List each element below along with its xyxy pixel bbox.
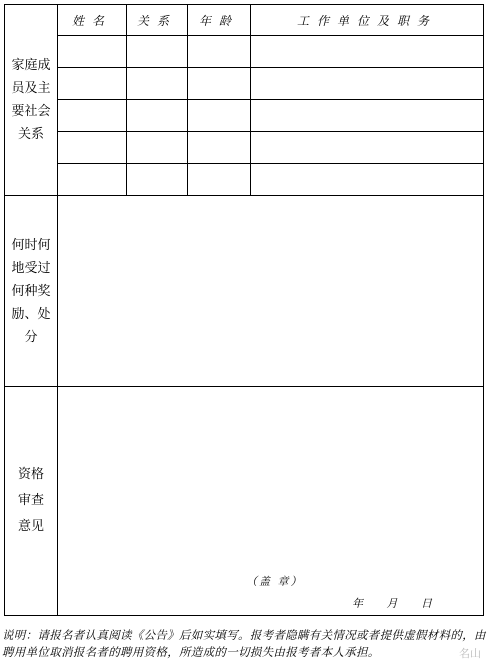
form-note: 说明：请报名者认真阅读《公告》后如实填写。报考者隐瞒有关情况或者提供虚假材料的，由聘用单位取消报名者的聘用资格，所造成的一切损失由报考者本人承担。 — [2, 628, 486, 659]
family-age-cell[interactable] — [188, 164, 251, 196]
family-name-cell[interactable] — [58, 132, 127, 164]
family-relation-cell[interactable] — [127, 132, 188, 164]
header-age: 年龄 — [188, 5, 251, 36]
family-name-cell[interactable] — [58, 100, 127, 132]
header-work-unit: 工作单位及职务 — [251, 5, 484, 36]
review-content-cell[interactable] — [58, 387, 484, 616]
review-section-label — [5, 387, 58, 616]
family-age-cell[interactable] — [188, 68, 251, 100]
seal-text: （盖 章） — [246, 575, 304, 588]
family-work-cell[interactable] — [251, 36, 484, 68]
header-relation: 关系 — [127, 5, 188, 36]
family-member-row — [5, 36, 484, 68]
family-section-label-text: 家庭成 员及主 要社会 关系 — [11, 58, 51, 142]
family-relation-cell[interactable] — [127, 36, 188, 68]
family-member-row — [5, 68, 484, 100]
awards-section-label — [5, 196, 58, 387]
family-member-row — [5, 132, 484, 164]
family-work-cell[interactable] — [251, 100, 484, 132]
family-age-cell[interactable] — [188, 100, 251, 132]
family-relation-cell[interactable] — [127, 164, 188, 196]
family-name-cell[interactable] — [58, 164, 127, 196]
review-row — [5, 387, 484, 616]
awards-row — [5, 196, 484, 387]
family-member-row — [5, 100, 484, 132]
family-name-cell[interactable] — [58, 68, 127, 100]
awards-section-label-text: 何时何 地受过 何种奖 励、处 分 — [11, 237, 51, 345]
family-relation-cell[interactable] — [127, 100, 188, 132]
date-text: 年 月 日 — [352, 597, 432, 610]
review-section-label-text: 资格 审查 意见 — [17, 467, 44, 534]
family-relation-cell[interactable] — [127, 68, 188, 100]
family-work-cell[interactable] — [251, 164, 484, 196]
family-age-cell[interactable] — [188, 132, 251, 164]
family-name-cell[interactable] — [58, 36, 127, 68]
family-work-cell[interactable] — [251, 132, 484, 164]
registration-form-table — [4, 4, 484, 616]
family-work-cell[interactable] — [251, 68, 484, 100]
family-section-label — [5, 5, 58, 196]
awards-content-cell[interactable] — [58, 196, 484, 387]
header-name: 姓名 — [58, 5, 127, 36]
family-age-cell[interactable] — [188, 36, 251, 68]
watermark: 名山 — [459, 647, 481, 660]
family-member-row — [5, 164, 484, 196]
family-header-row — [5, 5, 484, 36]
